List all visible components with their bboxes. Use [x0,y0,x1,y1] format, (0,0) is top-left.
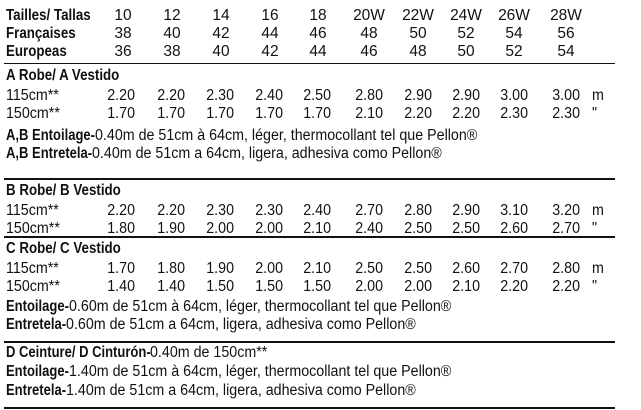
yardage-cell [105,260,135,278]
yardage-cell [301,278,331,296]
size-value: 14 [212,7,230,24]
fabric-width: 150cm** [6,105,60,122]
note-label: Entretela- [6,382,67,399]
yardage-cell [253,202,283,220]
yardage-value: 2.20 [157,87,185,104]
yardage-value: 2.20 [107,87,135,104]
yardage-cell [450,202,480,220]
note-text: 1.40m de 51cm a 64cm, ligera, adhesiva como Pellon® [66,382,416,399]
size-value: 50 [457,43,475,60]
yardage-cell [204,260,234,278]
size-value: 48 [360,25,378,42]
yardage-value: 2.20 [404,105,432,122]
note-label: Entretela- [6,316,67,333]
size-value: 50 [409,25,427,42]
note-d-belt [6,344,278,362]
yardage-value: 1.40 [107,278,135,295]
yardage-value: 1.40 [157,278,185,295]
note-text: 0.40m de 150cm** [150,344,268,361]
yardage-value: 2.20 [452,105,480,122]
yardage-cell [204,202,234,220]
yardage-value: 1.50 [303,278,331,295]
yardage-cell [550,202,580,220]
yardage-value: 2.80 [355,87,383,104]
yardage-cell [498,87,528,105]
note-text: 0.40m de 51cm à 64cm, léger, thermocollant tel que Pellon® [94,127,478,144]
yardage-cell [155,260,185,278]
yardage-cell [450,105,480,123]
yardage-cell [155,105,185,123]
size-value: 16 [261,7,279,24]
yardage-value: 2.10 [303,260,331,277]
size-value: 54 [557,43,575,60]
yardage-value: 2.50 [404,220,432,237]
yardage-value: 2.30 [206,87,234,104]
yardage-value: 2.50 [303,87,331,104]
yardage-value: 2.90 [404,87,432,104]
yardage-value: 1.50 [206,278,234,295]
size-value: 54 [505,25,523,42]
fabric-width: 115cm** [6,260,59,277]
size-value: 10 [114,7,132,24]
yardage-value: 2.70 [552,220,580,237]
yardage-value: 2.50 [355,260,383,277]
yardage-value: 2.10 [355,105,383,122]
yardage-value: 1.70 [107,105,135,122]
divider-rule [4,236,615,238]
divider-rule [4,407,615,409]
yardage-cell [550,260,580,278]
fabric-width: 150cm** [6,220,60,237]
yardage-cell [402,105,432,123]
yardage-cell [498,105,528,123]
yardage-value: 2.10 [303,220,331,237]
note-text: 0.40m de 51cm a 64cm, ligera, adhesiva como Pellon® [92,145,442,162]
unit-label: m [592,202,604,219]
yardage-cell [550,105,580,123]
yardage-value: 2.40 [255,87,283,104]
size-value: 46 [360,43,378,60]
yardage-cell [253,260,283,278]
yardage-value: 2.20 [107,202,135,219]
yardage-value: 2.40 [303,202,331,219]
unit-label: " [592,278,598,295]
unit-label: " [592,105,598,122]
size-value: 36 [114,43,132,60]
note-text: 0.60m de 51cm a 64cm, ligera, adhesiva como Pellon® [66,316,416,333]
yardage-value: 1.70 [255,105,283,122]
yardage-value: 1.70 [303,105,331,122]
yardage-value: 2.70 [500,260,528,277]
note-c-interfacing-fr [6,298,484,316]
size-value: 24W [450,7,482,24]
size-value: 48 [409,43,427,60]
note-label: Entoilage- [6,363,69,380]
yardage-cell [402,278,432,296]
section-title: A Robe/ A Vestido [6,67,120,84]
note-d-interfacing-fr [6,363,484,381]
size-value: 56 [557,25,575,42]
yardage-cell [155,278,185,296]
yardage-cell [105,202,135,220]
yardage-value: 2.80 [552,260,580,277]
yardage-cell [301,105,331,123]
size-value: 22W [402,7,434,24]
unit-label: m [592,260,604,277]
size-row-label: Françaises [6,25,76,42]
yardage-cell [353,87,383,105]
size-value: 46 [309,25,327,42]
yardage-value: 2.40 [355,220,383,237]
note-ab-interfacing-es [6,145,472,163]
note-label: A,B Entretela- [6,145,93,162]
yardage-cell [498,202,528,220]
size-value: 44 [261,25,279,42]
size-value: 44 [309,43,327,60]
yardage-cell [450,87,480,105]
yardage-value: 2.20 [157,202,185,219]
yardage-value: 2.90 [452,202,480,219]
yardage-value: 2.20 [552,278,580,295]
size-value: 38 [163,43,181,60]
yardage-cell [550,278,580,296]
yardage-value: 2.50 [452,220,480,237]
size-value: 42 [261,43,279,60]
yardage-cell [155,87,185,105]
size-value: 52 [505,43,523,60]
yardage-value: 3.20 [552,202,580,219]
yardage-value: 1.90 [157,220,185,237]
size-value: 42 [212,25,230,42]
yardage-cell [155,202,185,220]
size-value: 52 [457,25,475,42]
yardage-cell [498,278,528,296]
yardage-cell [105,278,135,296]
yardage-value: 2.80 [404,202,432,219]
yardage-value: 3.00 [552,87,580,104]
note-label: Entoilage- [6,298,69,315]
yardage-cell [204,278,234,296]
note-text: 1.40m de 51cm à 64cm, léger, thermocollant tel que Pellon® [68,363,452,380]
note-label: D Ceinture/ D Cinturón- [6,344,151,361]
yardage-cell [105,87,135,105]
divider-rule [4,178,615,180]
yardage-cell [450,260,480,278]
yardage-value: 2.90 [452,87,480,104]
size-row-label: Tailles/ Tallas [6,7,91,24]
fabric-width: 150cm** [6,278,60,295]
yardage-value: 1.70 [157,105,185,122]
yardage-value: 2.20 [500,278,528,295]
unit-label: " [592,220,598,237]
yardage-value: 1.50 [255,278,283,295]
yardage-value: 2.30 [206,202,234,219]
section-title: C Robe/ C Vestido [6,240,121,257]
yardage-value: 1.90 [206,260,234,277]
note-c-interfacing-es [6,316,446,334]
yardage-value: 1.80 [107,220,135,237]
yardage-value: 2.70 [355,202,383,219]
size-value: 18 [309,7,327,24]
yardage-cell [301,87,331,105]
yardage-value: 1.70 [107,260,135,277]
yardage-value: 2.30 [500,105,528,122]
yardage-value: 2.60 [500,220,528,237]
yardage-value: 2.00 [355,278,383,295]
yardage-cell [105,105,135,123]
unit-label: m [592,87,604,104]
yardage-value: 2.10 [452,278,480,295]
yardage-value: 2.30 [552,105,580,122]
size-value: 20W [353,7,385,24]
yardage-value: 2.00 [255,220,283,237]
yardage-cell [301,260,331,278]
size-row-label: Europeas [6,43,67,60]
yardage-cell [498,260,528,278]
yardage-value: 1.70 [206,105,234,122]
yardage-value: 1.80 [157,260,185,277]
yardage-cell [353,202,383,220]
note-d-interfacing-es [6,382,446,400]
yardage-cell [402,87,432,105]
size-value: 28W [550,7,582,24]
yardage-value: 2.00 [255,260,283,277]
yardage-cell [402,260,432,278]
yardage-cell [353,105,383,123]
yardage-value: 3.00 [500,87,528,104]
fabric-width: 115cm** [6,202,59,219]
divider-rule [4,341,615,343]
yardage-value: 2.00 [206,220,234,237]
divider-rule [4,63,615,64]
yardage-cell [353,278,383,296]
yardage-cell [253,278,283,296]
yardage-cell [450,278,480,296]
yardage-value: 2.50 [404,260,432,277]
size-value: 12 [163,7,181,24]
note-label: A,B Entoilage- [6,127,95,144]
yardage-cell [204,87,234,105]
yardage-cell [402,202,432,220]
yardage-value: 2.60 [452,260,480,277]
yardage-value: 3.10 [500,202,528,219]
size-value: 38 [114,25,132,42]
yardage-cell [253,87,283,105]
note-text: 0.60m de 51cm à 64cm, léger, thermocollant tel que Pellon® [68,298,452,315]
size-value: 40 [163,25,181,42]
yardage-cell [253,105,283,123]
yardage-cell [353,260,383,278]
yardage-cell [204,105,234,123]
yardage-value: 2.30 [255,202,283,219]
size-value: 26W [498,7,530,24]
yardage-value: 2.00 [404,278,432,295]
size-value: 40 [212,43,230,60]
fabric-width: 115cm** [6,87,59,104]
yardage-cell [550,87,580,105]
yardage-cell [301,202,331,220]
section-title: B Robe/ B Vestido [6,182,121,199]
note-ab-interfacing-fr [6,127,510,145]
